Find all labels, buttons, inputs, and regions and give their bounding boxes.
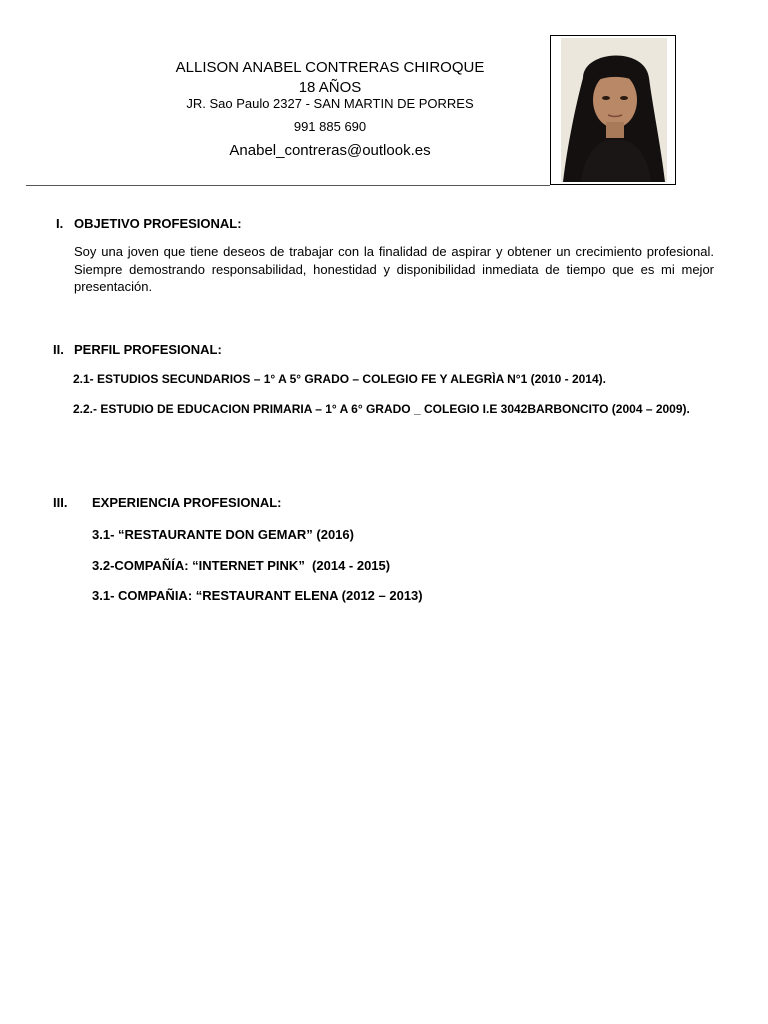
applicant-phone: 991 885 690 — [293, 119, 367, 134]
section-objetivo-heading — [56, 216, 242, 231]
objetivo-paragraph: Soy una joven que tiene deseos de trabajar con la finalidad de aspirar y obtener un crecimiento profesional. Siempre demostrando responsabilidad, honestidad y disponibilidad inmediata de tiempo que es mi mejor presentación. — [74, 244, 714, 294]
section-title: OBJETIVO PROFESIONAL: — [74, 216, 242, 231]
profile-photo — [561, 38, 667, 182]
header-divider — [26, 185, 550, 186]
section-number: I. — [56, 216, 64, 231]
experiencia-item: 3.1- “RESTAURANTE DON GEMAR” (2016) — [92, 527, 354, 542]
section-experiencia-heading — [53, 495, 281, 510]
perfil-item: 2.1- ESTUDIOS SECUNDARIOS – 1° A 5° GRADO – COLEGIO FE Y ALEGRÌA N°1 (2010 - 2014). — [73, 372, 606, 386]
applicant-address: JR. Sao Paulo 2327 - SAN MARTIN DE PORRES — [186, 96, 474, 111]
section-number: III. — [53, 495, 68, 510]
applicant-name: ALLISON ANABEL CONTRERAS CHIROQUE — [175, 59, 485, 76]
applicant-email: Anabel_contreras@outlook.es — [229, 142, 431, 159]
applicant-age: 18 AÑOS — [298, 79, 362, 96]
section-title: PERFIL PROFESIONAL: — [74, 342, 222, 357]
section-perfil-heading — [53, 342, 222, 357]
perfil-item: 2.2.- ESTUDIO DE EDUCACION PRIMARIA – 1° A 6° GRADO _ COLEGIO I.E 3042BARBONCITO (2004 – 2009). — [73, 402, 690, 416]
profile-photo-frame — [550, 35, 676, 185]
experiencia-item: 3.1- COMPAÑIA: “RESTAURANT ELENA (2012 – 2013) — [92, 588, 423, 603]
section-number: II. — [53, 342, 64, 357]
section-title: EXPERIENCIA PROFESIONAL: — [92, 495, 282, 510]
experiencia-item: 3.2-COMPAÑÍA: “INTERNET PINK” (2014 - 2015) — [92, 558, 391, 573]
